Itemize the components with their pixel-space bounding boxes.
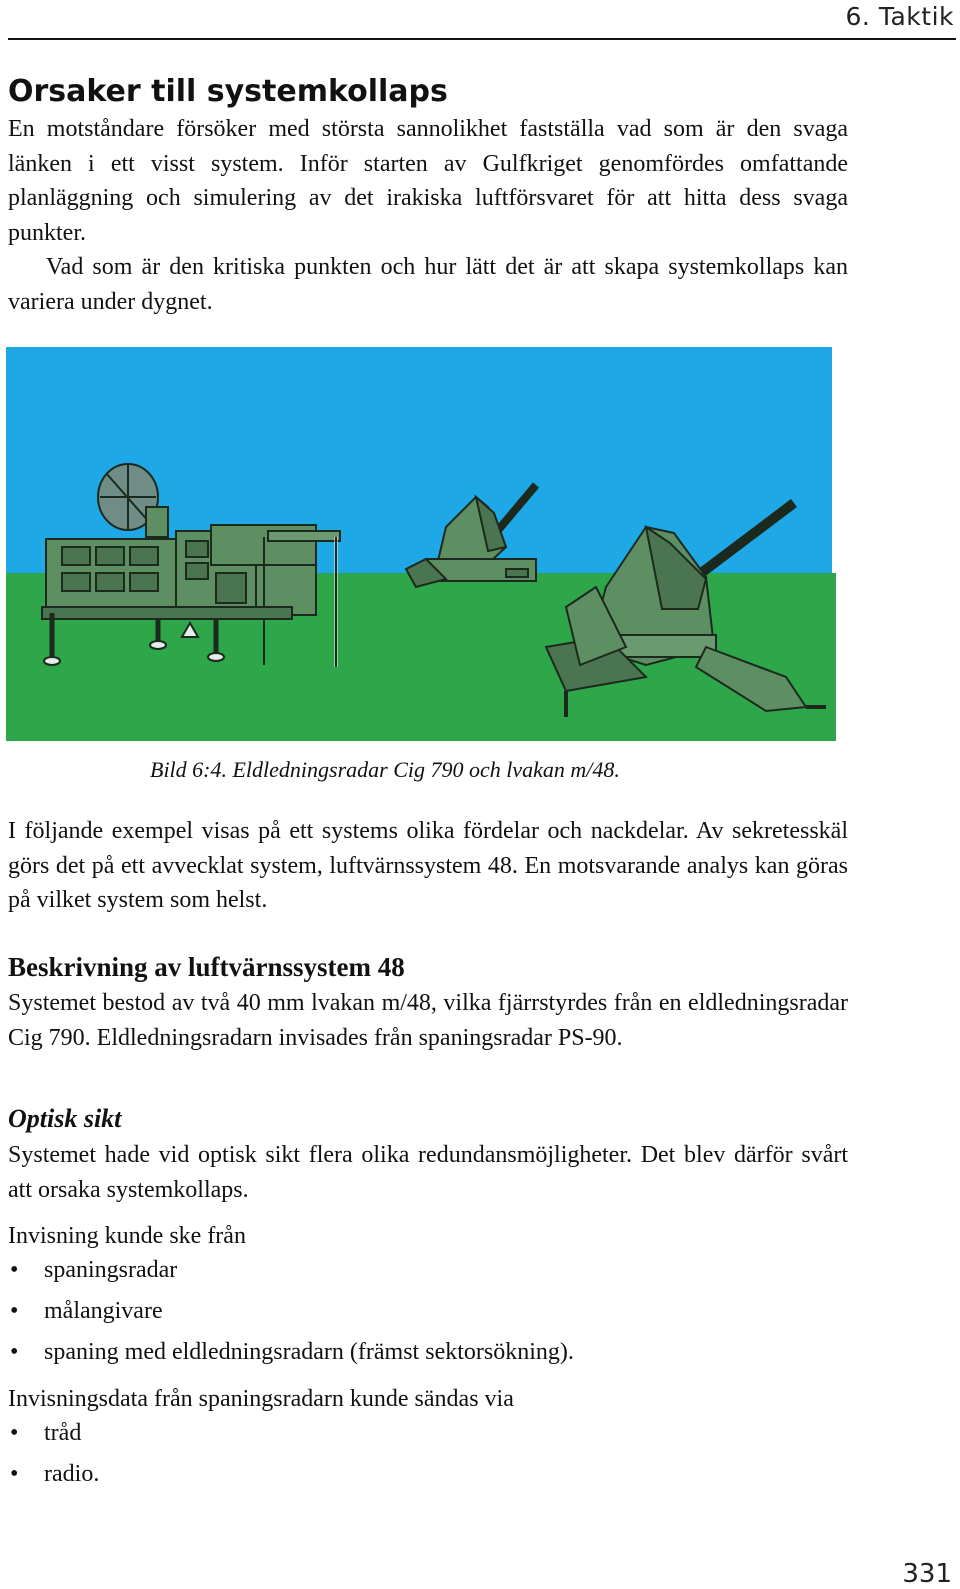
figure-illustration [6, 347, 838, 742]
list-item: • målangivare [8, 1296, 574, 1337]
list-cueing-sources [8, 1255, 574, 1378]
page-number: 331 [902, 1559, 952, 1589]
list-item: • spaning med eldledningsradarn (främst sektorsökning). [8, 1337, 574, 1378]
list-item: • spaningsradar [8, 1255, 574, 1296]
section-heading-system-collapse: Orsaker till systemkollaps [8, 74, 448, 109]
paragraph-optical-sight: Systemet hade vid optisk sikt flera olika redundansmöjligheter. Det blev därför svårt att orsaka systemkollaps. [8, 1142, 848, 1203]
header-rule [8, 38, 956, 40]
paragraph-description: Systemet bestod av två 40 mm lvakan m/48, vilka fjärrstyrdes från en eldledningsradar Cig 790. Eldledningsradarn invisades från spaningsradar PS-90. [8, 990, 848, 1051]
chapter-header: 6. Taktik [845, 2, 954, 31]
list-item: • tråd [8, 1418, 99, 1459]
subheading-optical-sight: Optisk sikt [8, 1104, 122, 1133]
list-intro-cueing: Invisning kunde ske från [8, 1223, 246, 1249]
figure-radar-and-guns [6, 347, 838, 742]
figure-caption: Bild 6:4. Eldledningsradar Cig 790 och lvakan m/48. [150, 757, 620, 782]
list-intro-transmission: Invisningsdata från spaningsradarn kunde sändas via [8, 1386, 514, 1412]
section-heading-description: Beskrivning av luftvärnssystem 48 [8, 952, 405, 982]
paragraph-example: I följande exempel visas på ett systems olika fördelar och nackdelar. Av sekretesskäl görs det på ett avvecklat system, luftvärnssystem 48. En motsvarande analys kan göras på vilket system som helst. [8, 818, 848, 913]
paragraph-intro: En motståndare försöker med största sannolikhet fastställa vad som är den svaga länken i ett visst system. Inför starten av Gulfkriget genomfördes omfattande planläggning och simulering av det irakiska luftförsvaret för att hitta dess svaga punkter. [8, 116, 848, 246]
paragraph-critical-point: Vad som är den kritiska punkten och hur lätt det är att skapa systemkollaps kan variera under dygnet. [8, 254, 848, 315]
list-transmission-methods [8, 1418, 99, 1500]
list-item: • radio. [8, 1459, 99, 1500]
